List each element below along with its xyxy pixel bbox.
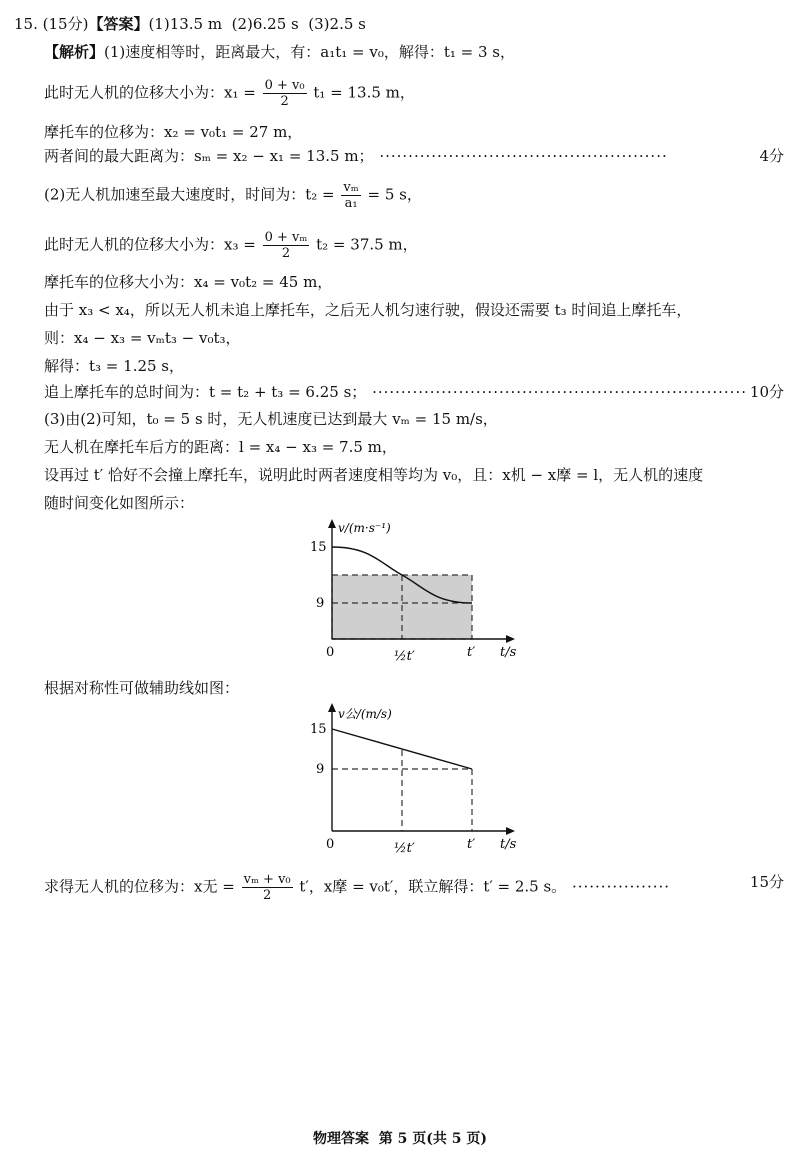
analysis-text-11: 追上摩托车的总时间为：t = t₂ + t₃ = 6.25 s； (44, 383, 367, 401)
leader-dots: ································································· (366, 383, 747, 401)
x-tick-t: t′ (467, 837, 476, 852)
fraction (263, 230, 310, 261)
analysis-line-14: 设再过 t′ 恰好不会撞上摩托车，说明此时两者速度相等均为 v₀，且：x机 − x摩 = l，无人机的速度 (44, 466, 704, 484)
y-tick-9: 9 (316, 596, 325, 611)
text-suffix: t₁ = 13.5 m， (313, 83, 415, 102)
x-label: t/s (500, 645, 517, 660)
text-suffix: = 5 s， (367, 185, 422, 204)
denominator: 2 (280, 94, 289, 109)
numerator: 0 + v₀ (264, 78, 305, 93)
x-tick-0: 0 (326, 645, 335, 660)
numerator: vₘ + v₀ (243, 872, 291, 887)
analysis-line-8: 由于 x₃ < x₄，所以无人机未追上摩托车，之后无人机匀速行驶，假设还需要 t₃ 时间追上摩托车， (44, 301, 692, 319)
answer-values: (1)13.5 m (2)6.25 s (3)2.5 s (148, 15, 366, 33)
x-tick-half: ½t′ (394, 649, 415, 664)
analysis-line-4 (44, 146, 784, 166)
analysis-line-7: 摩托车的位移大小为：x₄ = v₀t₂ = 45 m， (44, 273, 333, 291)
analysis-line-1 (44, 42, 515, 62)
score-4: 4分 (759, 147, 784, 165)
analysis-line-12: (3)由(2)可知，t₀ = 5 s 时，无人机速度已达到最大 vₘ = 15 m/s， (44, 410, 498, 428)
y-tick-15: 15 (310, 722, 327, 737)
velocity-chart-2 (300, 702, 530, 858)
analysis-line-3: 摩托车的位移为：x₂ = v₀t₁ = 27 m， (44, 123, 303, 141)
y-tick-9: 9 (316, 762, 325, 777)
numerator: 0 + vₘ (264, 230, 308, 245)
fraction (341, 180, 360, 211)
analysis-line-10: 解得：t₃ = 1.25 s， (44, 357, 185, 375)
analysis-tag: 【解析】 (44, 43, 105, 61)
denominator: 2 (262, 888, 272, 903)
text-prefix: (2)无人机加速至最大速度时，时间为：t₂ = (44, 185, 335, 204)
answer-tag: 【答案】 (88, 15, 149, 33)
text-suffix: t′，x摩 = v₀t′，联立解得：t′ = 2.5 s。 (299, 877, 567, 896)
text-prefix: 此时无人机的位移大小为：x₃ = (44, 235, 256, 254)
denominator: a₁ (344, 196, 358, 211)
question-number: 15. (14, 15, 38, 33)
x-axis-arrow (506, 827, 515, 835)
analysis-line-5 (44, 180, 422, 211)
y-axis-arrow (328, 519, 336, 528)
x-label: t/s (500, 837, 517, 852)
text-prefix: 求得无人机的位移为：x无 = (44, 877, 235, 896)
analysis-line-16: 根据对称性可做辅助线如图： (44, 679, 240, 697)
page-footer: 物理答案 第 5 页(共 5 页) (313, 1131, 487, 1147)
x-tick-t: t′ (467, 645, 476, 660)
denominator: 2 (281, 246, 291, 261)
x-tick-0: 0 (326, 837, 335, 852)
leader-dots: ·················································· (373, 147, 668, 165)
analysis-line-6 (44, 230, 418, 261)
numerator: vₘ (343, 180, 359, 195)
text-prefix: 此时无人机的位移大小为：x₁ = (44, 83, 256, 102)
velocity-chart-1 (300, 518, 530, 668)
text-suffix: t₂ = 37.5 m， (316, 235, 418, 254)
analysis-text-4: 两者间的最大距离为：sₘ = x₂ − x₁ = 13.5 m； (44, 147, 374, 165)
y-axis-arrow (328, 703, 336, 712)
analysis-line-2 (44, 78, 415, 109)
question-points: (15分) (42, 15, 89, 33)
y-tick-15: 15 (310, 540, 327, 555)
answer-header (14, 14, 366, 34)
leader-dots: ················· (566, 877, 671, 896)
y-label: v/(m·s⁻¹) (338, 521, 391, 535)
analysis-line-9: 则：x₄ − x₃ = vₘt₃ − v₀t₃， (44, 329, 241, 347)
fraction (263, 78, 307, 109)
analysis-line-13: 无人机在摩托车后方的距离：l = x₄ − x₃ = 7.5 m， (44, 438, 397, 456)
x-tick-half: ½t′ (394, 841, 415, 856)
analysis-line-11 (44, 382, 784, 402)
analysis-line-17 (44, 872, 784, 903)
x-axis-arrow (506, 635, 515, 643)
y-label: v公/(m/s) (338, 707, 392, 721)
fraction (242, 872, 293, 903)
score-15: 15分 (749, 873, 784, 891)
analysis-line-15: 随时间变化如图所示： (44, 494, 195, 512)
analysis-text-1: (1)速度相等时，距离最大，有：a₁t₁ = v₀，解得：t₁ = 3 s， (104, 43, 516, 61)
score-10: 10分 (749, 383, 784, 401)
